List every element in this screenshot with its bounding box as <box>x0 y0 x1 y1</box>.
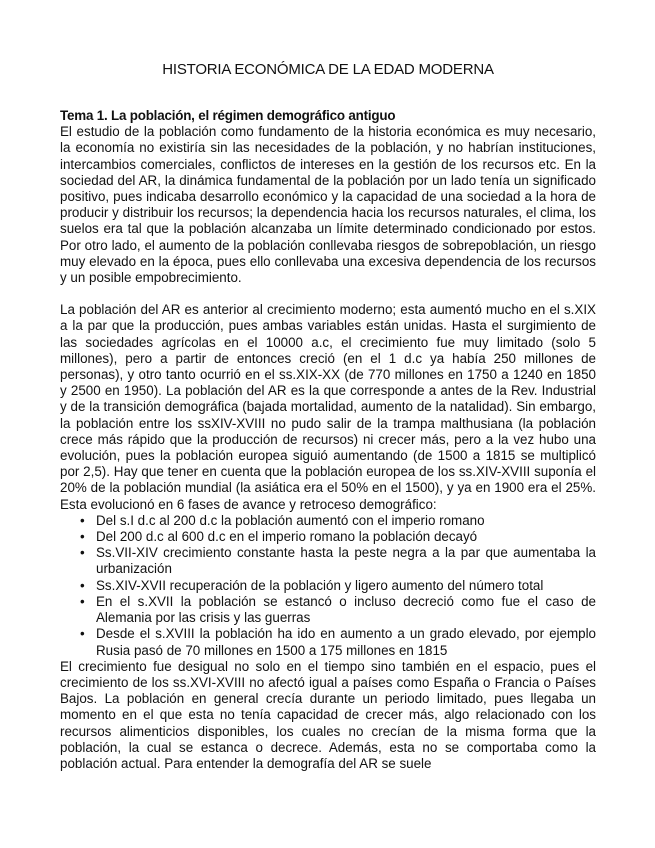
document-title: HISTORIA ECONÓMICA DE LA EDAD MODERNA <box>162 61 494 78</box>
section-body <box>60 108 596 772</box>
paragraph-1: El estudio de la población como fundamento de la historia económica es muy necesario, la economía no existiría sin las necesidades de la población, y no habrían instituciones, intercambios comerciales, conflictos de intereses en la gestión de los recursos etc. En la sociedad del AR, la dinámica fundamental de la población por un lado tenía un significado positivo, pues indicaba desarrollo económico y la capacidad de una sociedad a la hora de producir y distribuir los recursos; la dependencia hacia los recursos naturales, el clima, los suelos era tal que la población alcanzaba un límite determinado condicionado por estos. Por otro lado, el aumento de la población conllevaba riesgos de sobrepoblación, un riesgo muy elevado en la época, pues ello conllevaba una excesiva dependencia de los recursos y un posible empobrecimiento. <box>60 124 596 286</box>
list-item: • En el s.XVII la población se estancó o incluso decreció como fue el caso de Alemania por las crisis y las guerras <box>96 594 596 626</box>
list-item: • Ss.VII-XIV crecimiento constante hasta la peste negra a la par que aumentaba la urbanización <box>96 545 596 577</box>
paragraph-spacer <box>60 286 596 302</box>
list-item: • Ss.XIV-XVII recuperación de la población y ligero aumento del número total <box>96 578 596 594</box>
list-item: • Desde el s.XVIII la población ha ido en aumento a un grado elevado, por ejemplo Rusia pasó de 70 millones en 1500 a 175 millones en 1815 <box>96 626 596 658</box>
list-item: • Del s.I d.c al 200 d.c la población aumentó con el imperio romano <box>96 513 596 529</box>
paragraph-3: El crecimiento fue desigual no solo en el tiempo sino también en el espacio, pues el crecimiento de los ss.XVI-XVIII no afectó igual a países como España o Francia o Países Bajos. La población en general crecía durante un periodo limitado, pues llegaba un momento en el que esta no tenía capacidad de crecer más, algo relacionado con los recursos alimenticios disponibles, los cuales no crecían de la misma forma que la población, la cual se estanca o decrece. Además, esta no se comportaba como la población actual. Para entender la demografía del AR se suele <box>60 658 596 771</box>
list-item: • Del 200 d.c al 600 d.c en el imperio romano la población decayó <box>96 529 596 545</box>
paragraph-2: La población del AR es anterior al crecimiento moderno; esta aumentó mucho en el s.XIX a la par que la producción, pues ambas variables están unidas. Hasta el surgimiento de las sociedades agrícolas en el 10000 a.c, el crecimiento fue muy limitado (solo 5 millones), pero a partir de entonces creció (en el 1 d.c ya había 250 millones de personas), y otro tanto ocurrió en el ss.XIX-XX (de 770 millones en 1750 a 1240 en 1850 y 2500 en 1950). La población del AR es la que corresponde a antes de la Rev. Industrial y de la transición demográfica (bajada mortalidad, aumento de la natalidad). Sin embargo, la población entre los ssXIV-XVIII no pudo salir de la trampa malthusiana (la población crece más rápido que la producción de recursos) ni crecer más, pero a la vez hubo una evolución, pues la población europea siguió aumentando (de 1500 a 1815 se multiplicó por 2,5). Hay que tener en cuenta que la población europea de los ss.XIV-XVIII suponía el 20% de la población mundial (la asiática era el 50% en el 1500), y ya en 1900 era el 25%. Esta evolucionó en 6 fases de avance y retroceso demográfico: <box>60 302 596 512</box>
section-title: Tema 1. La población, el régimen demográfico antiguo <box>60 108 396 123</box>
phases-list <box>60 513 596 659</box>
